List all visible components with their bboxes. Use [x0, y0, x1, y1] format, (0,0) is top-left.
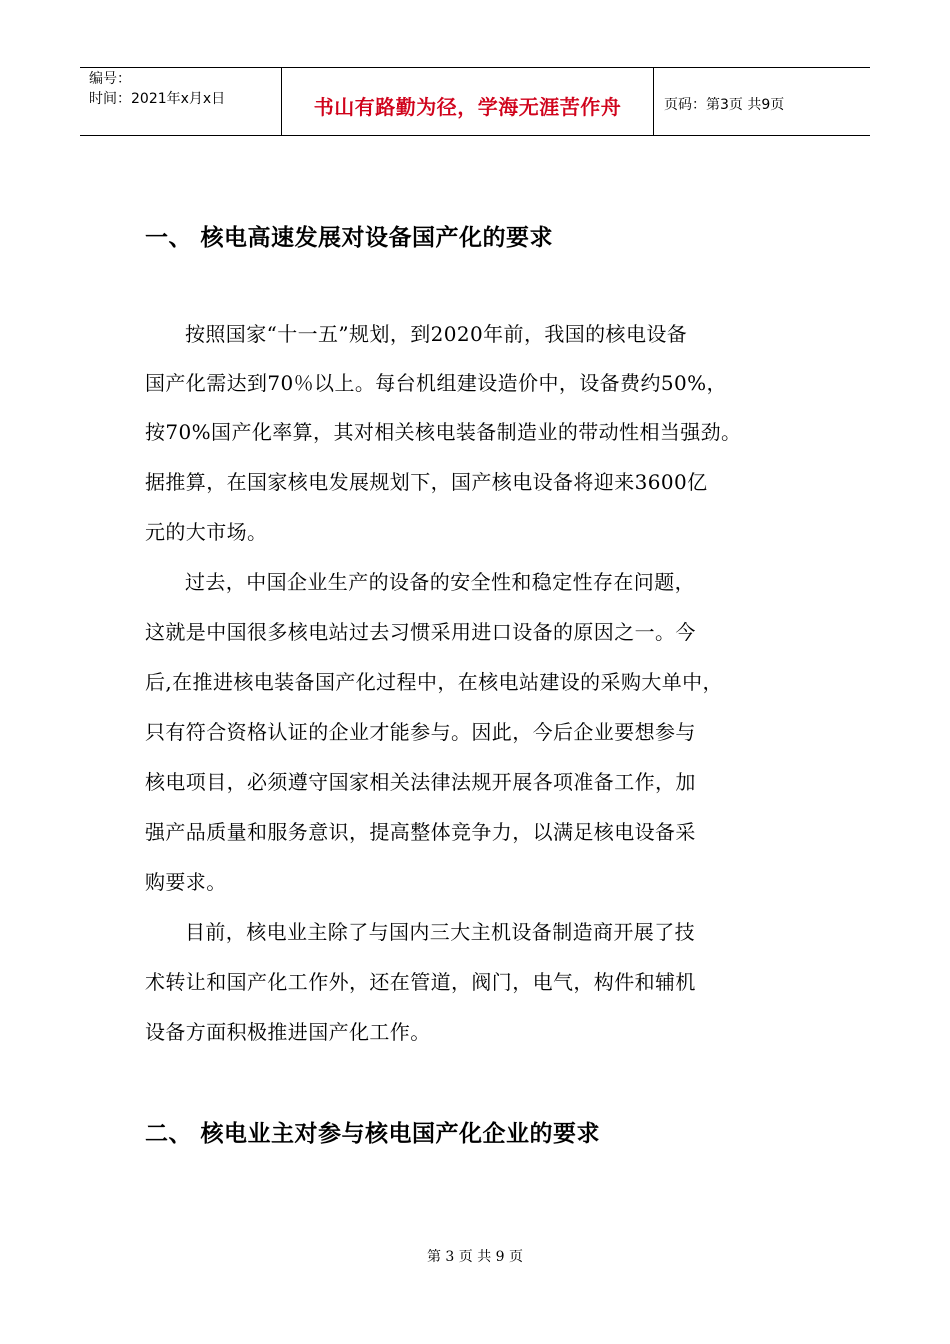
section-heading-1: 一、 核电高速发展对设备国产化的要求 [145, 225, 554, 251]
section-heading-2: 二、 核电业主对参与核电国产化企业的要求 [145, 1121, 601, 1147]
header-motto: 书山有路勤为径，学海无涯苦作舟 [313, 95, 622, 119]
header-meta-cell [80, 68, 282, 135]
header-table [80, 67, 870, 136]
document-number-label: 编号： [89, 71, 131, 87]
page-footer: 第 3 页 共 9 页 [426, 1249, 524, 1265]
paragraph-line: 目前，核电业主除了与国内三大主机设备制造商开展了技 [185, 920, 695, 944]
paragraph-line: 过去，中国企业生产的设备的安全性和稳定性存在问题， [185, 570, 695, 594]
paragraph-line: 元的大市场。 [145, 520, 268, 544]
header-motto-cell [282, 68, 654, 135]
paragraph-line: 购要求。 [145, 870, 227, 894]
paragraph-line: 按70%国产化率算，其对相关核电装备制造业的带动性相当强劲。 [145, 420, 742, 444]
paragraph-line: 术转让和国产化工作外，还在管道，阀门，电气，构件和辅机 [145, 970, 696, 994]
header-page-info: 页码：第3页 共9页 [664, 96, 785, 113]
paragraph-line: 强产品质量和服务意识，提高整体竞争力，以满足核电设备采 [145, 820, 696, 844]
paragraph-line: 这就是中国很多核电站过去习惯采用进口设备的原因之一。今 [145, 620, 696, 644]
paragraph-line: 只有符合资格认证的企业才能参与。因此，今后企业要想参与 [145, 720, 696, 744]
header-page-cell [654, 68, 870, 135]
paragraph-line: 据推算，在国家核电发展规划下，国产核电设备将迎来3600亿 [145, 470, 708, 494]
document-time-label: 时间：2021年x月x日 [89, 91, 226, 107]
paragraph-line: 核电项目，必须遵守国家相关法律法规开展各项准备工作，加 [145, 770, 696, 794]
paragraph-line: 国产化需达到70％以上。每台机组建设造价中，设备费约50%， [145, 371, 727, 395]
paragraph-line: 后,在推进核电装备国产化过程中，在核电站建设的采购大单中， [145, 670, 723, 694]
paragraph-line: 设备方面积极推进国产化工作。 [145, 1020, 431, 1044]
paragraph-line: 按照国家“十一五”规划，到2020年前，我国的核电设备 [185, 322, 688, 346]
